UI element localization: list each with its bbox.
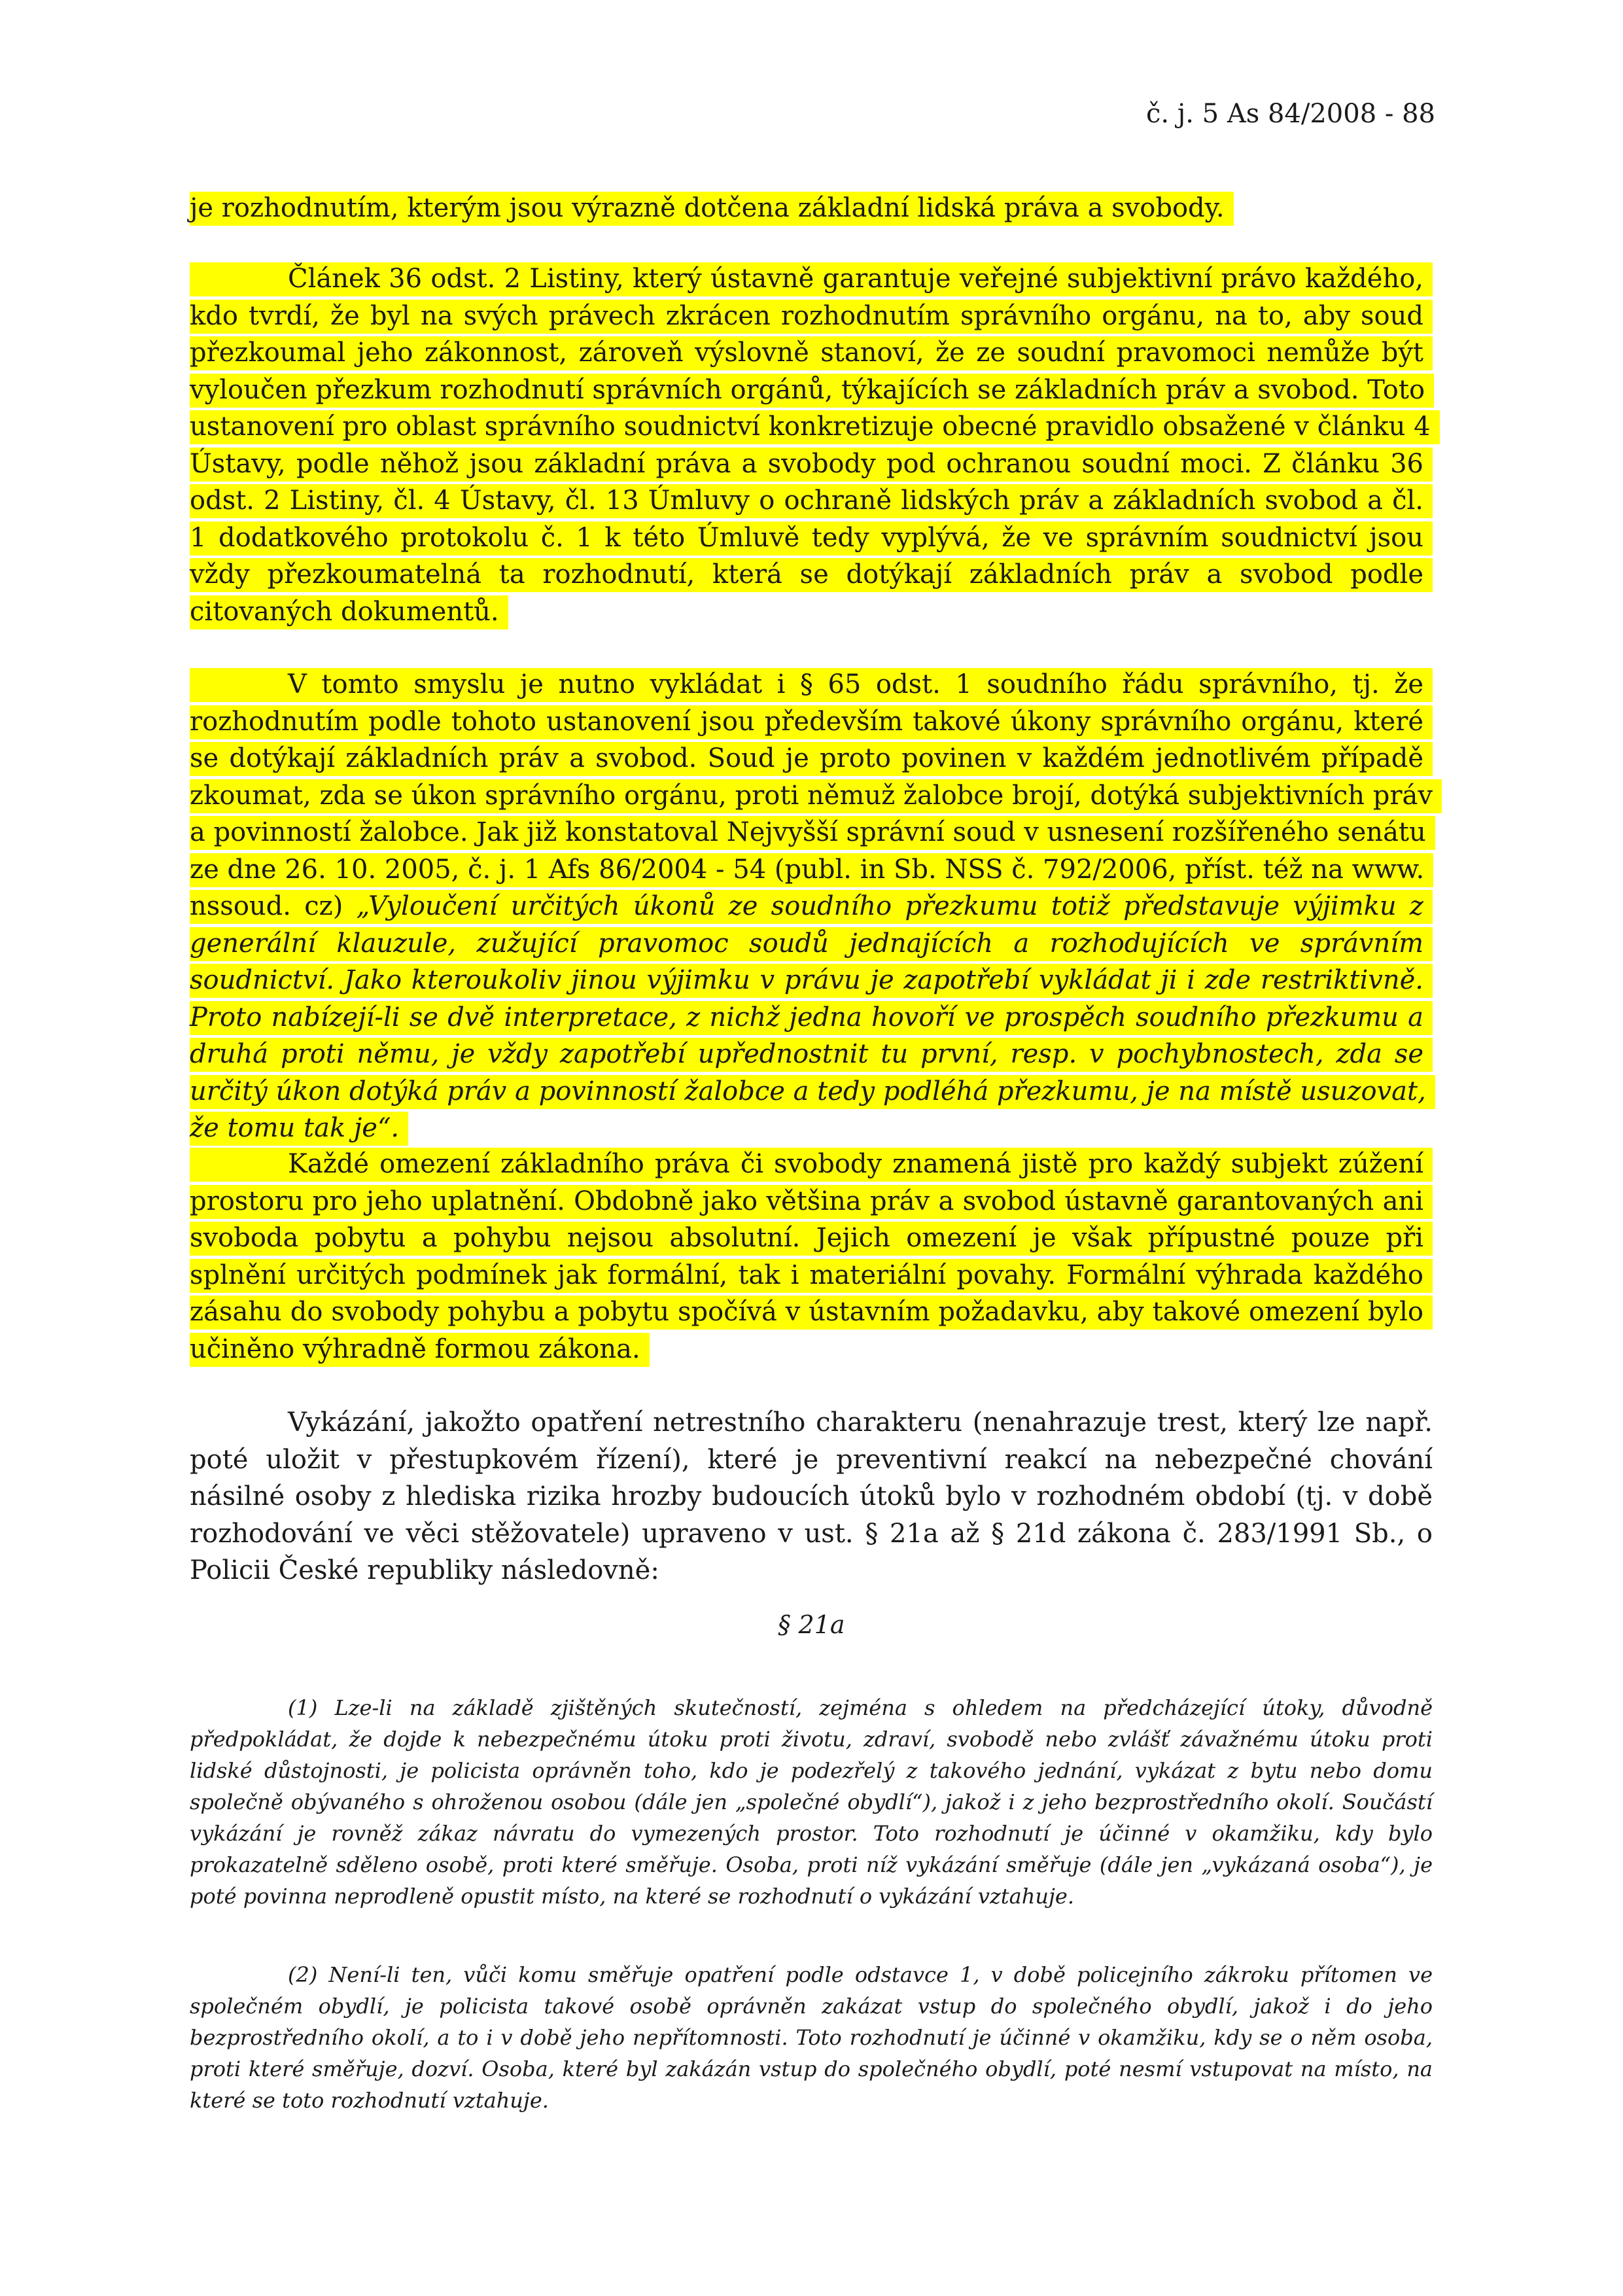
paragraph-5 [190,1404,1433,1589]
law-subsection-1 [190,1692,1433,1912]
highlighted-text [190,262,1440,629]
paragraph-4 [190,1146,1433,1368]
paragraph-5-text: Vykázání, jakožto opatření netrestního charakteru (nenahrazuje trest, který lze např. poté uložit v přestupkovém řízení), které je preventivní reakcí na nebezpečné chování násilné osoby z hlediska rizika hrozby budoucích útoků bylo v rozhodném období (tj. v době rozhodování ve věci stěžovatele) upraveno v ust. § 21a až § 21d zákona č. 283/1991 Sb., o Policii České republiky následovně: [190,1407,1433,1585]
paragraph-3-intro: V tomto smyslu je nutno vykládat i § 65 odst. 1 soudního řádu správního, tj. že rozhodnutím podle tohoto ustanovení jsou především takové úkony správního orgánu, které se dotýkají základních práv a svobod. Soud je proto povinen v každém jednotlivém případě zkoumat, zda se úkon správního orgánu, proti němuž žalobce brojí, dotýká subjektivních práv a povinností žalobce. Jak již konstatoval Nejvyšší správní soud v usnesení rozšířeného senátu ze dne 26. 10. 2005, č. j. 1 Afs 86/2004 - 54 (publ. in Sb. NSS č. 792/2006, příst. též na www. nssoud. cz) [190,669,1433,921]
paragraph-1 [190,190,1433,227]
highlighted-text [190,668,1442,1146]
paragraph-4-text: Každé omezení základního práva či svobody znamená jistě pro každý subjekt zúžení prostoru pro jeho uplatnění. Obdobně jako většina práv a svobod ústavně garantovaných ani svoboda pobytu a pohybu nejsou absolutní. Jejich omezení je však přípustné pouze při splnění určitých podmínek jak formální, tak i materiální povahy. Formální výhrada každého zásahu do svobody pohybu a pobytu spočívá v ústavním požadavku, aby takové omezení bylo učiněno výhradně formou zákona. [190,1149,1423,1364]
highlighted-text [190,1148,1433,1367]
paragraph-2 [190,260,1433,630]
paragraph-3-quote: „Vyloučení určitých úkonů ze soudního přezkumu totiž představuje výjimku z generální klauzule, zužující pravomoc soudů jednajících a rozhodujících ve správním soudnictví. Jako kteroukoliv jinou výjimku v právu je zapotřebí vykládat ji i zde restriktivně. Proto nabízejí-li se dvě interpretace, z nichž jedna hovoří ve prospěch soudního přezkumu a druhá proti němu, je vždy zapotřebí upřednostnit tu první, resp. v pochybnostech, zda se určitý úkon dotýká práv a povinností žalobce a tedy podléhá přezkumu, je na místě usuzovat, že tomu tak je“. [190,891,1426,1143]
law-subsection-2 [190,1959,1433,2116]
law-subsection-2-text: (2) Není-li ten, vůči komu směřuje opatření podle odstavce 1, v době policejního zákroku přítomen ve společném obydlí, je policista takové osobě oprávněn zakázat vstup do společného obydlí, jakož i do jeho bezprostředního okolí, a to i v době jeho nepřítomnosti. Toto rozhodnutí je účinné v okamžiku, kdy se o něm osoba, proti které směřuje, dozví. Osoba, které byl zakázán vstup do společného obydlí, poté nesmí vstupovat na místo, na které se toto rozhodnutí vztahuje. [190,1962,1433,2113]
law-section-heading: § 21a [778,1610,845,1639]
highlighted-text: je rozhodnutím, kterým jsou výrazně dotčena základní lidská práva a svobody. [190,192,1234,226]
law-subsection-1-text: (1) Lze-li na základě zjištěných skutečností, zejména s ohledem na předcházející útoky, důvodně předpokládat, že dojde k nebezpečnému útoku proti životu, zdraví, svobodě nebo zvlášť závažnému útoku proti lidské důstojnosti, je policista oprávněn toho, kdo je podezřelý z takového jednání, vykázat z bytu nebo domu společně obývaného s ohroženou osobou (dále jen „společné obydlí“), jakož i z jeho bezprostředního okolí. Součástí vykázání je rovněž zákaz návratu do vymezených prostor. Toto rozhodnutí je účinné v okamžiku, kdy bylo prokazatelně sděleno osobě, proti které směřuje. Osoba, proti níž vykázání směřuje (dále jen „vykázaná osoba“), je poté povinna neprodleně opustit místo, na které se rozhodnutí o vykázání vztahuje. [190,1695,1433,1909]
paragraph-2-text: Článek 36 odst. 2 Listiny, který ústavně garantuje veřejné subjektivní právo každého, kdo tvrdí, že byl na svých právech zkrácen rozhodnutím správního orgánu, na to, aby soud přezkoumal jeho zákonnost, zároveň výslovně stanoví, že ze soudní pravomoci nemůže být vyloučen přezkum rozhodnutí správních orgánů, týkajících se základních práv a svobod. Toto ustanovení pro oblast správního soudnictví konkretizuje obecné pravidlo obsažené v článku 4 Ústavy, podle něhož jsou základní práva a svobody pod ochranou soudní moci. Z článku 36 odst. 2 Listiny, čl. 4 Ústavy, čl. 13 Úmluvy o ochraně lidských práv a základních svobod a čl. 1 dodatkového protokolu č. 1 k této Úmluvě tedy vyplývá, že ve správním soudnictví jsou vždy přezkoumatelná ta rozhodnutí, která se dotýkají základních práv a svobod podle citovaných dokumentů. [190,264,1431,627]
paragraph-3 [190,666,1433,1147]
case-reference: č. j. 5 As 84/2008 - 88 [1146,99,1435,129]
